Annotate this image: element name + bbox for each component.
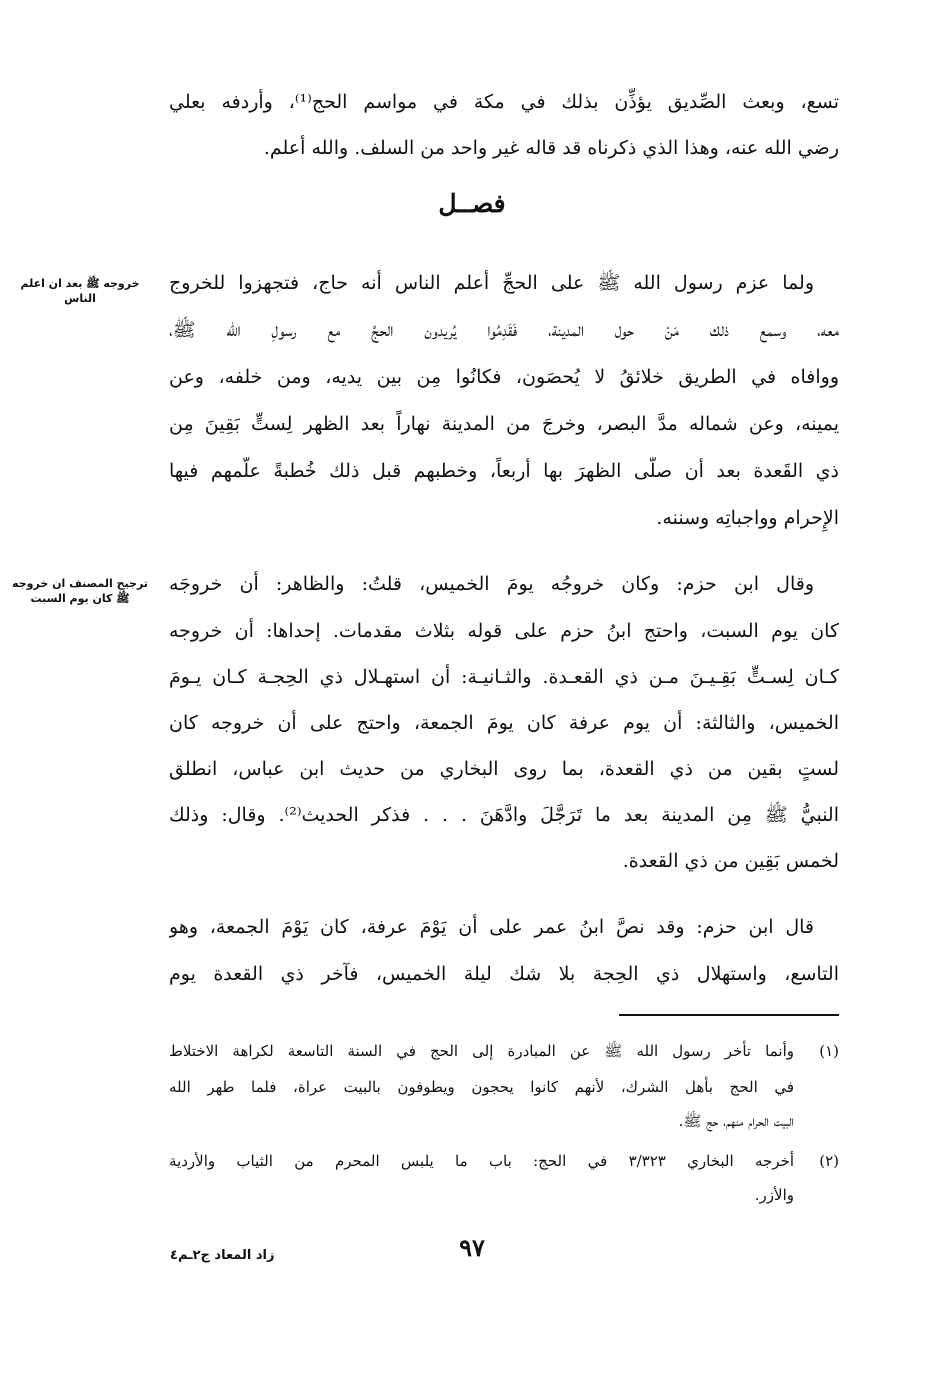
text-line: رضي الله عنه، وهذا الذي ذكرناه قد قاله غير واحد من السلف. والله أعلم. [263,137,839,159]
footnote-number: (٢) [819,1152,839,1170]
text-line: لستٍ بقين من ذي القعدة، بما روى البخاري من حديث ابن عباس، انطلق [169,758,839,780]
footnote-line: أخرجه البخاري ٣/٣٢٣ في الحج: باب ما يلبس المحرم من الثياب والأردية [169,1152,794,1170]
text-line: كان يوم السبت، واحتج ابنُ حزم على قوله بثلاث مقدمات. إحداها: أن خروجه [169,620,839,642]
footnote-number: (١) [819,1042,839,1060]
text-line: قال ابن حزم: وقد نصَّ ابنُ عمر على أن يَوْمَ عرفة، كان يَوْمَ الجمعة، وهو [169,916,814,938]
text-line: تسع، وبعث الصِّديق يؤذِّن بذلك في مكة في مواسم الحج⁽¹⁾، وأردفه بعلي [169,91,839,113]
footer-signature: زاد المعاد ج٢ـم٤ [170,1248,275,1263]
text-line: كـان لِسـتٍّ بَقِـيـنَ مـن ذي القعـدة. والثـانيـة: أن استهـلال ذي الحِجـة كـان يـومَ [169,666,839,688]
text-line: معه، وسمع ذلك مَنْ حول المدينة، فَقَدِمُوا يُريدون الحجَّ مع رسولِ الله ﷺ، [169,319,839,341]
footnote-line: في الحج بأهل الشرك، لأنهم كانوا يحجون ويطوفون بالبيت عراة، فلما طهر الله [169,1078,794,1096]
text-line: الخميس، والثالثة: أن يوم عرفة كان يومَ الجمعة، واحتج على أن خروجه كان [169,712,839,734]
page-number: ٩٧ [459,1233,485,1262]
footnote-line: والأزر. [754,1186,794,1204]
footnote-line: البيت الحرام منهم، حج ﷺ. [678,1112,794,1130]
section-heading: فصــل [438,189,506,218]
text-line: لخمس بَقِين من ذي القعدة. [622,850,839,872]
text-line: ذي القَعدة بعد أن صلَّى الظهرَ بها أربعاً، وخطبهم قبل ذلك خُطبةً علَّمهم فيها [169,460,839,482]
text-line: ولما عزم رسول الله ﷺ على الحجِّ أعلم الناس أنه حاج، فتجهزوا للخروج [169,272,814,294]
margin-note: خروجه ﷺ بعد ان اعلم الناس [20,277,140,305]
text-line: ووافاه في الطريق خلائقُ لا يُحصَون، فكانُوا مِن بين يديه، ومن خلفه، وعن [169,366,839,388]
footnote-divider [619,1014,839,1016]
text-line: الإِحرام وواجباتِه وسننه. [656,507,839,529]
text-line: يمينه، وعن شماله مدَّ البصر، وخرجَ من المدينة نهاراً بعد الظهر لِستٍّ بَقِينَ مِن [169,413,839,435]
margin-note: ترجيح المصنف ان خروجه ﷺ كان يوم السبت [12,577,148,605]
footnote-line: وأنما تأخر رسول الله ﷺ عن المبادرة إلى الحج في السنة التاسعة لكراهة الاختلاط [169,1042,794,1060]
text-line: وقال ابن حزم: وكان خروجُه يومَ الخميس، قلتُ: والظاهر: أن خروجَه [169,573,814,595]
text-line: التاسع، واستهلال ذي الحِجة بلا شك ليلة الخميس، فآخر ذي القعدة يوم [169,963,839,985]
text-line: النبيُّ ﷺ مِن المدينة بعد ما تَرَجَّلَ وادَّهَنَ . . . فذكر الحديث⁽²⁾. وقال: وذلك [169,804,839,826]
